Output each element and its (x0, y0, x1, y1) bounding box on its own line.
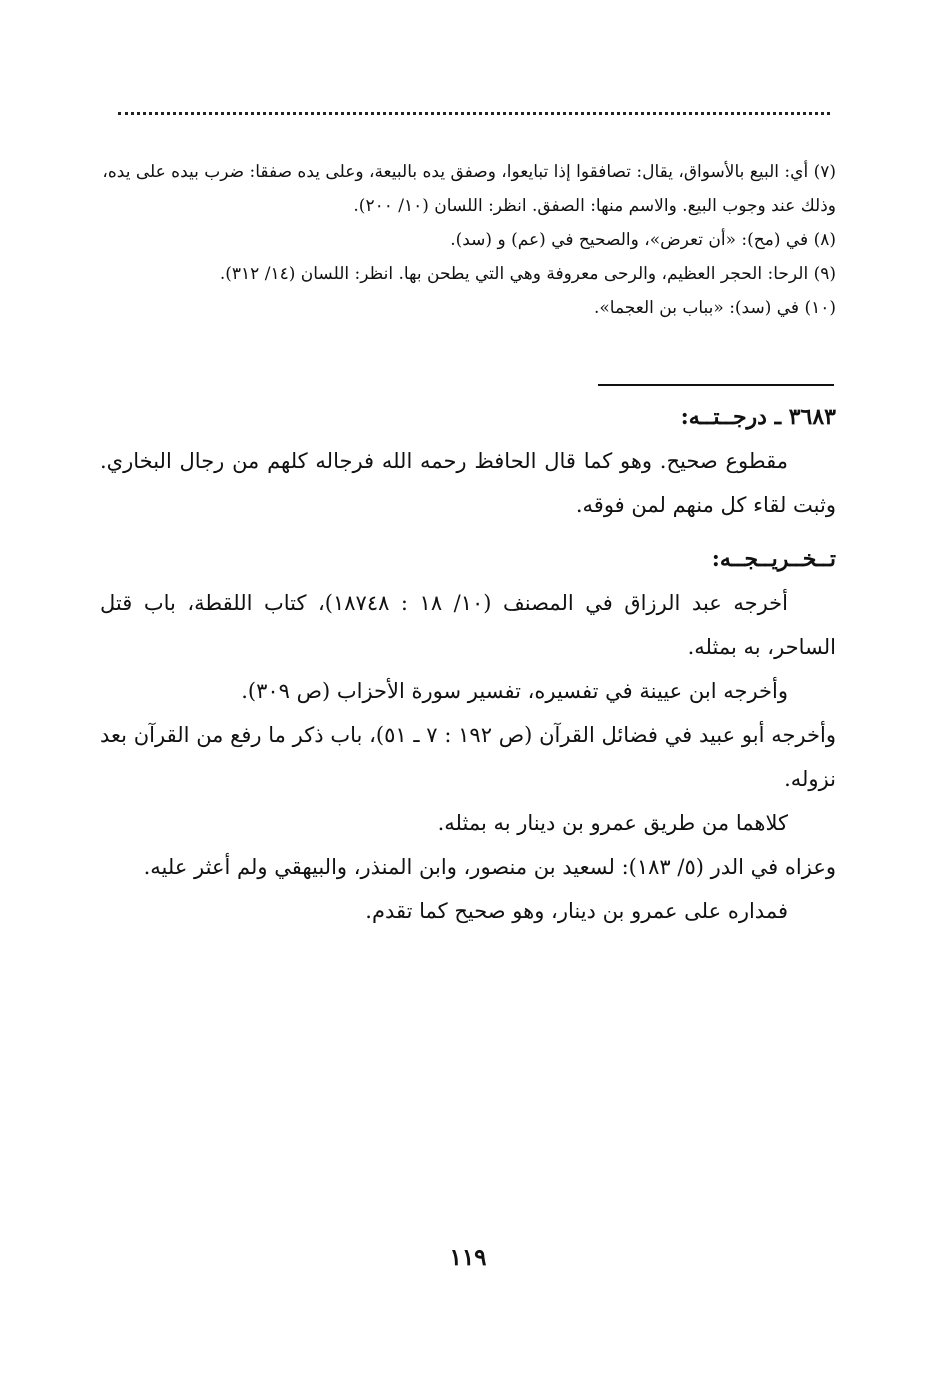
footnote-7: (٧) أي: البيع بالأسواق، يقال: تصافقوا إذا تبايعوا، وصفق يده بالبيعة، وعلى يده صفقا: ضرب بيده على يده، وذلك عند وجوب البيع. والاسم منها: الصفق. انظر: اللسان (١٠/ ٢٠٠). (102, 162, 836, 216)
takhrij-paragraph: أخرجه عبد الرزاق في المصنف (١٠/ ١٨ : ١٨٧٤٨)، كتاب اللقطة، باب قتل الساحر، به بمثله. (100, 591, 836, 659)
main-content (100, 395, 836, 933)
footnote-8: (٨) في (مح): «أن تعرض»، والصحيح في (عم) و (سد). (450, 230, 836, 250)
takhrij-paragraph: وعزاه في الدر (٥/ ١٨٣): لسعيد بن منصور، وابن المنذر، والبيهقي ولم أعثر عليه. (143, 855, 836, 879)
grade-heading: ٣٦٨٣ ـ درجــتــه: (680, 404, 836, 430)
takhrij-heading: تــخــريــجــه: (711, 546, 836, 572)
page-number: ١١٩ (449, 1244, 487, 1271)
footnote-9: (٩) الرحا: الحجر العظيم، والرحى معروفة وهي التي يطحن بها. انظر: اللسان (١٤/ ٣١٢). (219, 264, 836, 284)
footnote-10: (١٠) في (سد): «بباب بن العجما». (593, 298, 836, 318)
footnotes (100, 155, 836, 325)
section-rule (598, 384, 834, 386)
grade-text: مقطوع صحيح. وهو كما قال الحافظ رحمه الله فرجاله كلهم من رجال البخاري. وثبت لقاء كل منهم لمن فوقه. (100, 449, 836, 517)
dotted-separator (118, 112, 830, 123)
takhrij-paragraph: كلاهما من طريق عمرو بن دينار به بمثله. (437, 811, 788, 835)
takhrij-paragraph: فمداره على عمرو بن دينار، وهو صحيح كما تقدم. (365, 899, 788, 923)
takhrij-paragraph: وأخرجه أبو عبيد في فضائل القرآن (ص ١٩٢ : ٧ ـ ٥١)، باب ذكر ما رفع من القرآن بعد نزوله. (100, 723, 836, 791)
takhrij-paragraph: وأخرجه ابن عيينة في تفسيره، تفسير سورة الأحزاب (ص ٣٠٩). (241, 679, 788, 703)
